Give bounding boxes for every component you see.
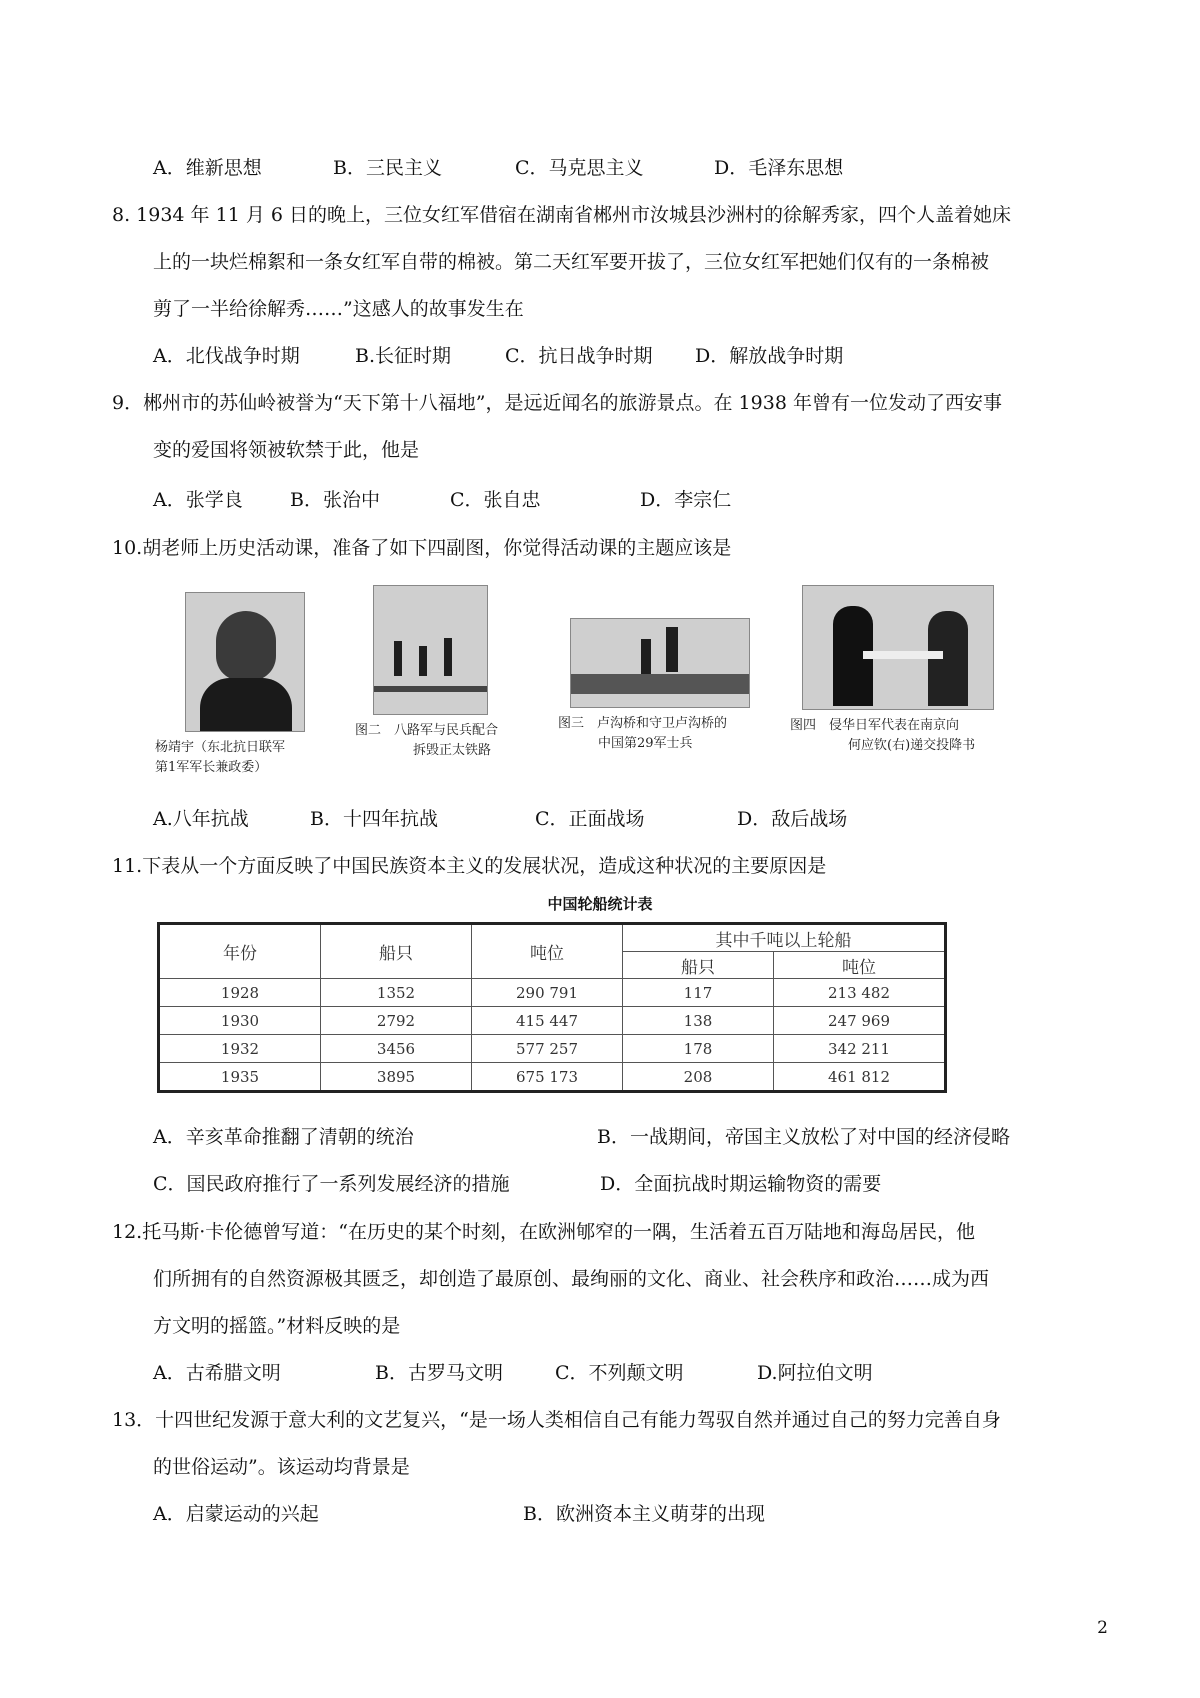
q11-stem: 11.下表从一个方面反映了中国民族资本主义的发展状况，造成这种状况的主要原因是 [112,855,827,877]
cell: 461 812 [774,1063,946,1092]
cell: 2792 [321,1007,472,1035]
q13-option-a: A．启蒙运动的兴起 [153,1503,319,1525]
q12-option-c: C．不列颠文明 [555,1362,684,1384]
cell: 3895 [321,1063,472,1092]
cell: 178 [623,1035,774,1063]
table-row [159,1035,946,1063]
header-sub-ships: 船只 [623,952,774,979]
cell: 1930 [159,1007,321,1035]
q11-option-d: D．全面抗战时期运输物资的需要 [600,1173,882,1195]
photo-4-caption-line-2: 何应钦(右)递交投降书 [848,738,976,753]
q8-stem-line-2: 上的一块烂棉絮和一条女红军自带的棉被。第二天红军要开拔了，三位女红军把她们仅有的一条棉被 [153,251,990,273]
cell: 138 [623,1007,774,1035]
q9-stem-line-2: 变的爱国将领被软禁于此，他是 [153,439,420,461]
q13-stem-line-1: 13．十四世纪发源于意大利的文艺复兴，“是一场人类相信自己有能力驾驭自然并通过自己的努力完善自身 [112,1409,1001,1431]
q8-option-a: A．北伐战争时期 [153,345,300,367]
table-row [159,1063,946,1092]
q7-option-d: D．毛泽东思想 [714,157,844,179]
cell: 577 257 [472,1035,623,1063]
q9-option-b: B．张治中 [290,489,380,511]
table-row [159,979,946,1007]
ship-statistics-table [157,922,947,1093]
q10-option-b: B．十四年抗战 [310,808,438,830]
q8-option-d: D．解放战争时期 [695,345,844,367]
q7-option-b: B．三民主义 [333,157,442,179]
cell: 1352 [321,979,472,1007]
q11-option-b: B．一战期间，帝国主义放松了对中国的经济侵略 [597,1126,1010,1148]
railway-image [373,585,488,715]
q9-option-d: D．李宗仁 [640,489,732,511]
photo-4-caption-line-1: 图四 侵华日军代表在南京向 [790,718,960,733]
q8-option-b: B.长征时期 [355,345,452,367]
header-tonnage: 吨位 [472,924,623,979]
q10-photo-3 [558,618,753,754]
q10-photo-4 [790,585,1000,756]
portrait-image [185,592,305,732]
q10-photo-1 [155,592,330,778]
cell: 213 482 [774,979,946,1007]
header-over-1000-tons: 其中千吨以上轮船 [623,924,946,952]
photo-3-caption-line-2: 中国第29军士兵 [598,736,693,751]
cell: 247 969 [774,1007,946,1035]
cell: 342 211 [774,1035,946,1063]
header-ships: 船只 [321,924,472,979]
q12-stem-line-2: 们所拥有的自然资源极其匮乏，却创造了最原创、最绚丽的文化、商业、社会秩序和政治……成为西 [153,1268,990,1290]
bridge-image [570,618,750,708]
q9-option-a: A．张学良 [153,489,243,511]
q9-option-c: C．张自忠 [450,489,541,511]
cell: 1932 [159,1035,321,1063]
photo-1-caption-line-1: 杨靖宇（东北抗日联军 [155,740,286,755]
cell: 290 791 [472,979,623,1007]
q13-option-b: B．欧洲资本主义萌芽的出现 [523,1503,765,1525]
q12-stem-line-3: 方文明的摇篮。”材料反映的是 [153,1315,401,1337]
q11-option-a: A．辛亥革命推翻了清朝的统治 [153,1126,414,1148]
q12-stem-line-1: 12.托马斯·卡伦德曾写道：“在历史的某个时刻，在欧洲郇窄的一隅，生活着五百万陆地和海岛居民，他 [112,1221,975,1243]
table-row [159,1007,946,1035]
cell: 3456 [321,1035,472,1063]
cell: 208 [623,1063,774,1092]
cell: 117 [623,979,774,1007]
cell: 415 447 [472,1007,623,1035]
header-year: 年份 [159,924,321,979]
header-sub-tonnage: 吨位 [774,952,946,979]
q10-stem: 10.胡老师上历史活动课，准备了如下四副图，你觉得活动课的主题应该是 [112,537,732,559]
photo-1-caption-line-2: 第1军军长兼政委） [155,760,268,775]
photo-3-caption-line-1: 图三 卢沟桥和守卫卢沟桥的 [558,716,728,731]
photo-2-caption-line-2: 拆毁正太铁路 [413,743,492,758]
q10-photo-2 [355,585,535,761]
q10-option-d: D．敌后战场 [737,808,848,830]
q8-option-c: C．抗日战争时期 [505,345,653,367]
q7-option-c: C．马克思主义 [515,157,644,179]
q9-stem-line-1: 9．郴州市的苏仙岭被誉为“天下第十八福地”，是远近闻名的旅游景点。在 1938 年曾有一位发动了西安事 [112,392,1002,414]
q12-option-d: D.阿拉伯文明 [757,1362,873,1384]
q12-option-b: B．古罗马文明 [375,1362,503,1384]
q8-stem-line-3: 剪了一半给徐解秀……”这感人的故事发生在 [153,298,524,320]
q8-stem-line-1: 8. 1934 年 11 月 6 日的晚上，三位女红军借宿在湖南省郴州市汝城县沙洲村的徐解秀家，四个人盖着她床 [112,204,1011,226]
table-title: 中国轮船统计表 [547,895,653,913]
q12-option-a: A．古希腊文明 [153,1362,281,1384]
surrender-image [802,585,994,710]
q10-option-a: A.八年抗战 [153,808,249,830]
page-number: 2 [1097,1618,1108,1638]
cell: 1935 [159,1063,321,1092]
cell: 1928 [159,979,321,1007]
photo-2-caption-line-1: 图二 八路军与民兵配合 [355,723,499,738]
cell: 675 173 [472,1063,623,1092]
q7-option-a: A．维新思想 [153,157,262,179]
q11-option-c: C．国民政府推行了一系列发展经济的措施 [153,1173,510,1195]
q10-option-c: C．正面战场 [535,808,645,830]
q13-stem-line-2: 的世俗运动”。该运动均背景是 [153,1456,410,1478]
